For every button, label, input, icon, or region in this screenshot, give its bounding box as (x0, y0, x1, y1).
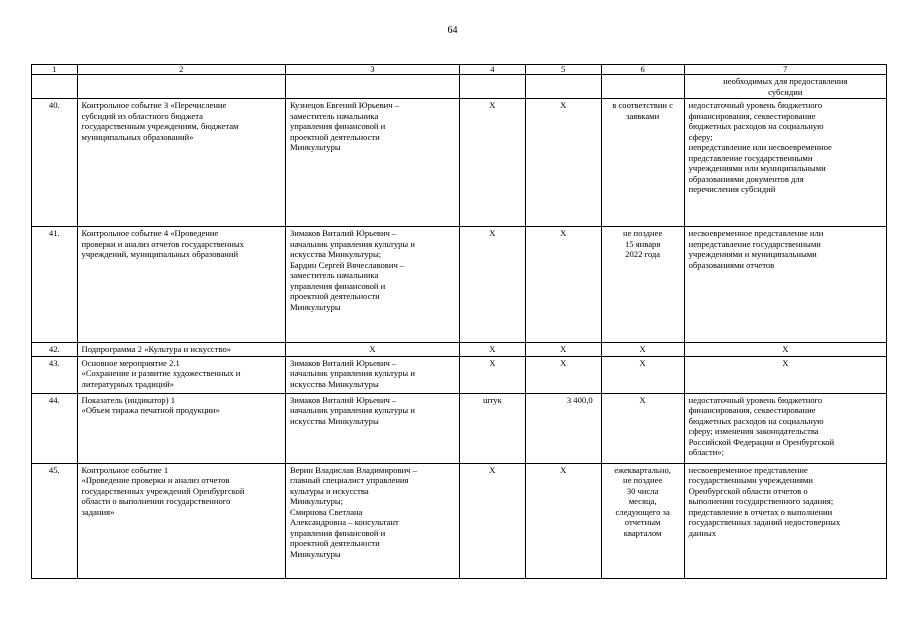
row-number: 40. (32, 99, 78, 227)
unit-cell (460, 75, 526, 99)
responsible-person: X (285, 343, 459, 357)
risk-description: недостаточный уровень бюджетного финансирования, секвестирование бюджетных расходов на социальную сферу; непредставление или несвоевременное представление государственными учреждениями или муниципальными образованиями документов для перечисления субсидий (684, 99, 886, 227)
table-row (32, 393, 887, 463)
event-name: Основное мероприятие 2.1 «Сохранение и развитие художественных и литературных традиций» (77, 356, 285, 393)
deadline-cell: не позднее 15 января 2022 года (601, 227, 684, 343)
event-name: Контрольное событие 4 «Проведение проверки и анализ отчетов государственных учреждений, муниципальных образований (77, 227, 285, 343)
event-name (77, 75, 285, 99)
deadline-cell: X (601, 356, 684, 393)
responsible-person: Зимаков Виталий Юрьевич – начальник управления культуры и искусства Минкультуры; Бардин Сергей Вячеславович – заместитель начальника управления финансовой и проектной деятельности Минкультуры (285, 227, 459, 343)
deadline-cell: X (601, 393, 684, 463)
risk-description: X (684, 356, 886, 393)
unit-cell: X (460, 463, 526, 578)
column-header: 4 (460, 65, 526, 75)
table-row (32, 356, 887, 393)
event-name: Подпрограмма 2 «Культура и искусство» (77, 343, 285, 357)
responsible-person: Верин Владислав Владимирович – главный специалист управления культуры и искусства Минкультуры; Смирнова Светлана Александровна – консультант управления финансовой и проектной деятельности Минкультуры (285, 463, 459, 578)
responsible-person: Кузнецов Евгений Юрьевич – заместитель начальника управления финансовой и проектной деятельности Минкультуры (285, 99, 459, 227)
control-events-table (31, 64, 887, 579)
deadline-cell (601, 75, 684, 99)
value-cell: X (525, 99, 601, 227)
responsible-person: Зимаков Виталий Юрьевич – начальник управления культуры и искусства Минкультуры (285, 393, 459, 463)
unit-cell: X (460, 343, 526, 357)
deadline-cell: ежеквартально, не позднее 30 числа месяца, следующего за отчетным кварталом (601, 463, 684, 578)
page-number: 64 (447, 25, 458, 36)
column-header: 2 (77, 65, 285, 75)
unit-cell: X (460, 227, 526, 343)
table-row (32, 75, 887, 99)
event-name: Контрольное событие 3 «Перечисление субсидий из областного бюджета государственным учреждениям, бюджетам муниципальных образований» (77, 99, 285, 227)
responsible-person: Зимаков Виталий Юрьевич – начальник управления культуры и искусства Минкультуры (285, 356, 459, 393)
risk-description: недостаточный уровень бюджетного финансирования, секвестирование бюджетных расходов на социальную сферу; изменения законодательства Российской Федерации и Оренбургской области»; (684, 393, 886, 463)
value-cell: 3 400,0 (525, 393, 601, 463)
responsible-person (285, 75, 459, 99)
table-row (32, 99, 887, 227)
value-cell: X (525, 463, 601, 578)
value-cell (525, 75, 601, 99)
unit-cell: X (460, 99, 526, 227)
row-number: 41. (32, 227, 78, 343)
unit-cell: штук (460, 393, 526, 463)
table-row (32, 463, 887, 578)
row-number: 42. (32, 343, 78, 357)
column-header: 6 (601, 65, 684, 75)
risk-description: несвоевременное представление или непредставление государственными учреждениями и муниципальными образованиями отчетов (684, 227, 886, 343)
row-number: 43. (32, 356, 78, 393)
column-header: 7 (684, 65, 886, 75)
table-row (32, 343, 887, 357)
unit-cell: X (460, 356, 526, 393)
row-number (32, 75, 78, 99)
value-cell: X (525, 343, 601, 357)
row-number: 45. (32, 463, 78, 578)
risk-description: несвоевременное представление государственными учреждениями Оренбургской области отчетов о выполнении государственного задания; представление в отчетах о выполнении государственных заданий недостоверных данных (684, 463, 886, 578)
event-name: Контрольное событие 1 «Проведение проверки и анализ отчетов государственных учреждений Оренбургской области о выполнении государственного задания» (77, 463, 285, 578)
column-number-row (32, 65, 887, 75)
row-number: 44. (32, 393, 78, 463)
column-header: 3 (285, 65, 459, 75)
risk-description: необходимых для предоставления субсидии (684, 75, 886, 99)
column-header: 1 (32, 65, 78, 75)
deadline-cell: X (601, 343, 684, 357)
value-cell: X (525, 356, 601, 393)
risk-description: X (684, 343, 886, 357)
deadline-cell: в соответствии с заявками (601, 99, 684, 227)
value-cell: X (525, 227, 601, 343)
column-header: 5 (525, 65, 601, 75)
event-name: Показатель (индикатор) 1 «Объем тиража печатной продукции» (77, 393, 285, 463)
table-row (32, 227, 887, 343)
